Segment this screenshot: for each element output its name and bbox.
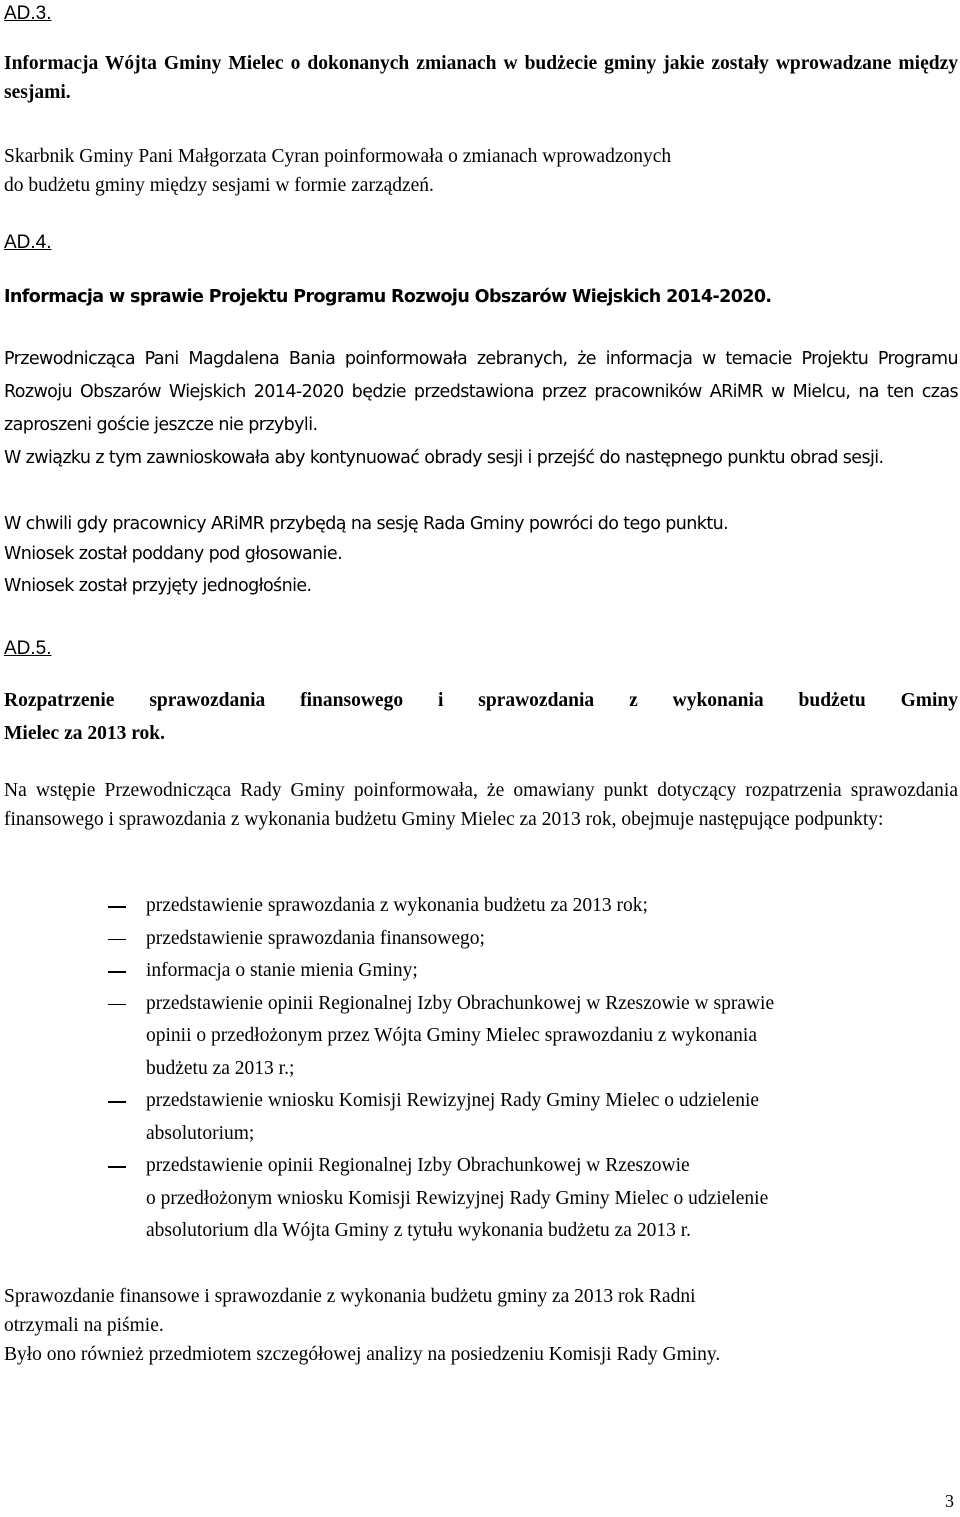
text-line: o przedłożonym wniosku Komisji Rewizyjnej Rady Gminy Mielec o udzielenie	[146, 1187, 769, 1209]
paragraph-ad4-motion: W związku z tym zawnioskowała aby kontynuować obrady sesji i przejść do następnego punktu obrad sesji.	[4, 448, 884, 468]
section-title-ad5-line2: Mielec za 2013 rok.	[4, 723, 166, 744]
list-item	[4, 988, 958, 1086]
text-line: informacja o stanie mienia Gminy;	[146, 960, 418, 981]
paragraph-ad4-info: Przewodnicząca Pani Magdalena Bania poinformowała zebranych, że informacja w temacie Projektu Programu Rozwoju Obszarów Wiejskich 2014-2020 będzie przedstawiona przez pracowników ARiMR w Mielcu, na ten czas zaproszeni goście jeszcze nie przybyli.	[4, 349, 958, 435]
page-number: 3	[945, 1491, 954, 1511]
text-line: przedstawienie wniosku Komisji Rewizyjnej Rady Gminy Mielec o udzielenie	[146, 1090, 760, 1111]
text-line: absolutorium;	[146, 1122, 255, 1144]
list-item	[4, 1085, 958, 1150]
text-line: budżetu za 2013 r.;	[146, 1057, 295, 1079]
text-line: Było ono również przedmiotem szczegółowej analizy na posiedzeniu Komisji Rady Gminy.	[4, 1344, 721, 1365]
paragraph-ad4-line3: W chwili gdy pracownicy ARiMR przybędą na sesję Rada Gminy powróci do tego punktu.	[4, 514, 729, 534]
section-title-ad3: Informacja Wójta Gminy Mielec o dokonanych zmianach w budżecie gminy jakie zostały wprowadzane między sesjami.	[4, 53, 958, 103]
section-title-ad5-part2: z wykonania budżetu Gminy	[629, 690, 959, 711]
text-line: przedstawienie sprawozdania z wykonania budżetu za 2013 rok;	[146, 895, 648, 916]
section-heading-ad3: AD.3.	[4, 3, 52, 24]
text-line: przedstawienie sprawozdania finansowego;	[146, 927, 485, 949]
text-line: przedstawienie opinii Regionalnej Izby Obrachunkowej w Rzeszowie	[146, 1155, 690, 1176]
text-line: Sprawozdanie finansowe i sprawozdanie z wykonania budżetu gminy za 2013 rok Radni	[4, 1286, 696, 1307]
paragraph-ad4-line4: Wniosek został poddany pod głosowanie.	[4, 544, 343, 564]
text-line: przedstawienie opinii Regionalnej Izby Obrachunkowej w Rzeszowie w sprawie	[146, 992, 775, 1014]
paragraph-ad5-intro: Na wstępie Przewodnicząca Rady Gminy poinformowała, że omawiany punkt dotyczący rozpatrzenia sprawozdania finansowego i sprawozdania z wykonania budżetu Gminy Mielec za 2013 rok, obejmuje następujące podpunkty:	[4, 780, 958, 830]
list-item	[4, 890, 958, 923]
list-item	[4, 923, 958, 956]
text-line: absolutorium dla Wójta Gminy z tytułu wykonania budżetu za 2013 r.	[146, 1220, 691, 1241]
text-line: do budżetu gminy między sesjami w formie zarządzeń.	[4, 175, 434, 196]
section-title-ad5	[4, 686, 958, 715]
section-title-ad4: Informacja w sprawie Projektu Programu Rozwoju Obszarów Wiejskich 2014-2020.	[4, 287, 772, 307]
list-item	[4, 955, 958, 988]
paragraph-ad5-closing	[4, 1282, 958, 1369]
text-line: Skarbnik Gminy Pani Małgorzata Cyran poinformowała o zmianach wprowadzonych	[4, 146, 672, 167]
paragraph-ad4-line5: Wniosek został przyjęty jednogłośnie.	[4, 576, 312, 596]
section-heading-ad5: AD.5.	[4, 638, 52, 659]
section-heading-ad4: AD.4.	[4, 232, 52, 253]
subpoints-list	[4, 890, 958, 1248]
text-line: opinii o przedłożonym przez Wójta Gminy Mielec sprawozdaniu z wykonania	[146, 1025, 757, 1046]
list-item	[4, 1150, 958, 1248]
section-title-ad5-part1: Rozpatrzenie sprawozdania finansowego i sprawozdania	[4, 690, 595, 711]
text-line: otrzymali na piśmie.	[4, 1315, 164, 1336]
paragraph-ad3-body	[4, 142, 958, 200]
